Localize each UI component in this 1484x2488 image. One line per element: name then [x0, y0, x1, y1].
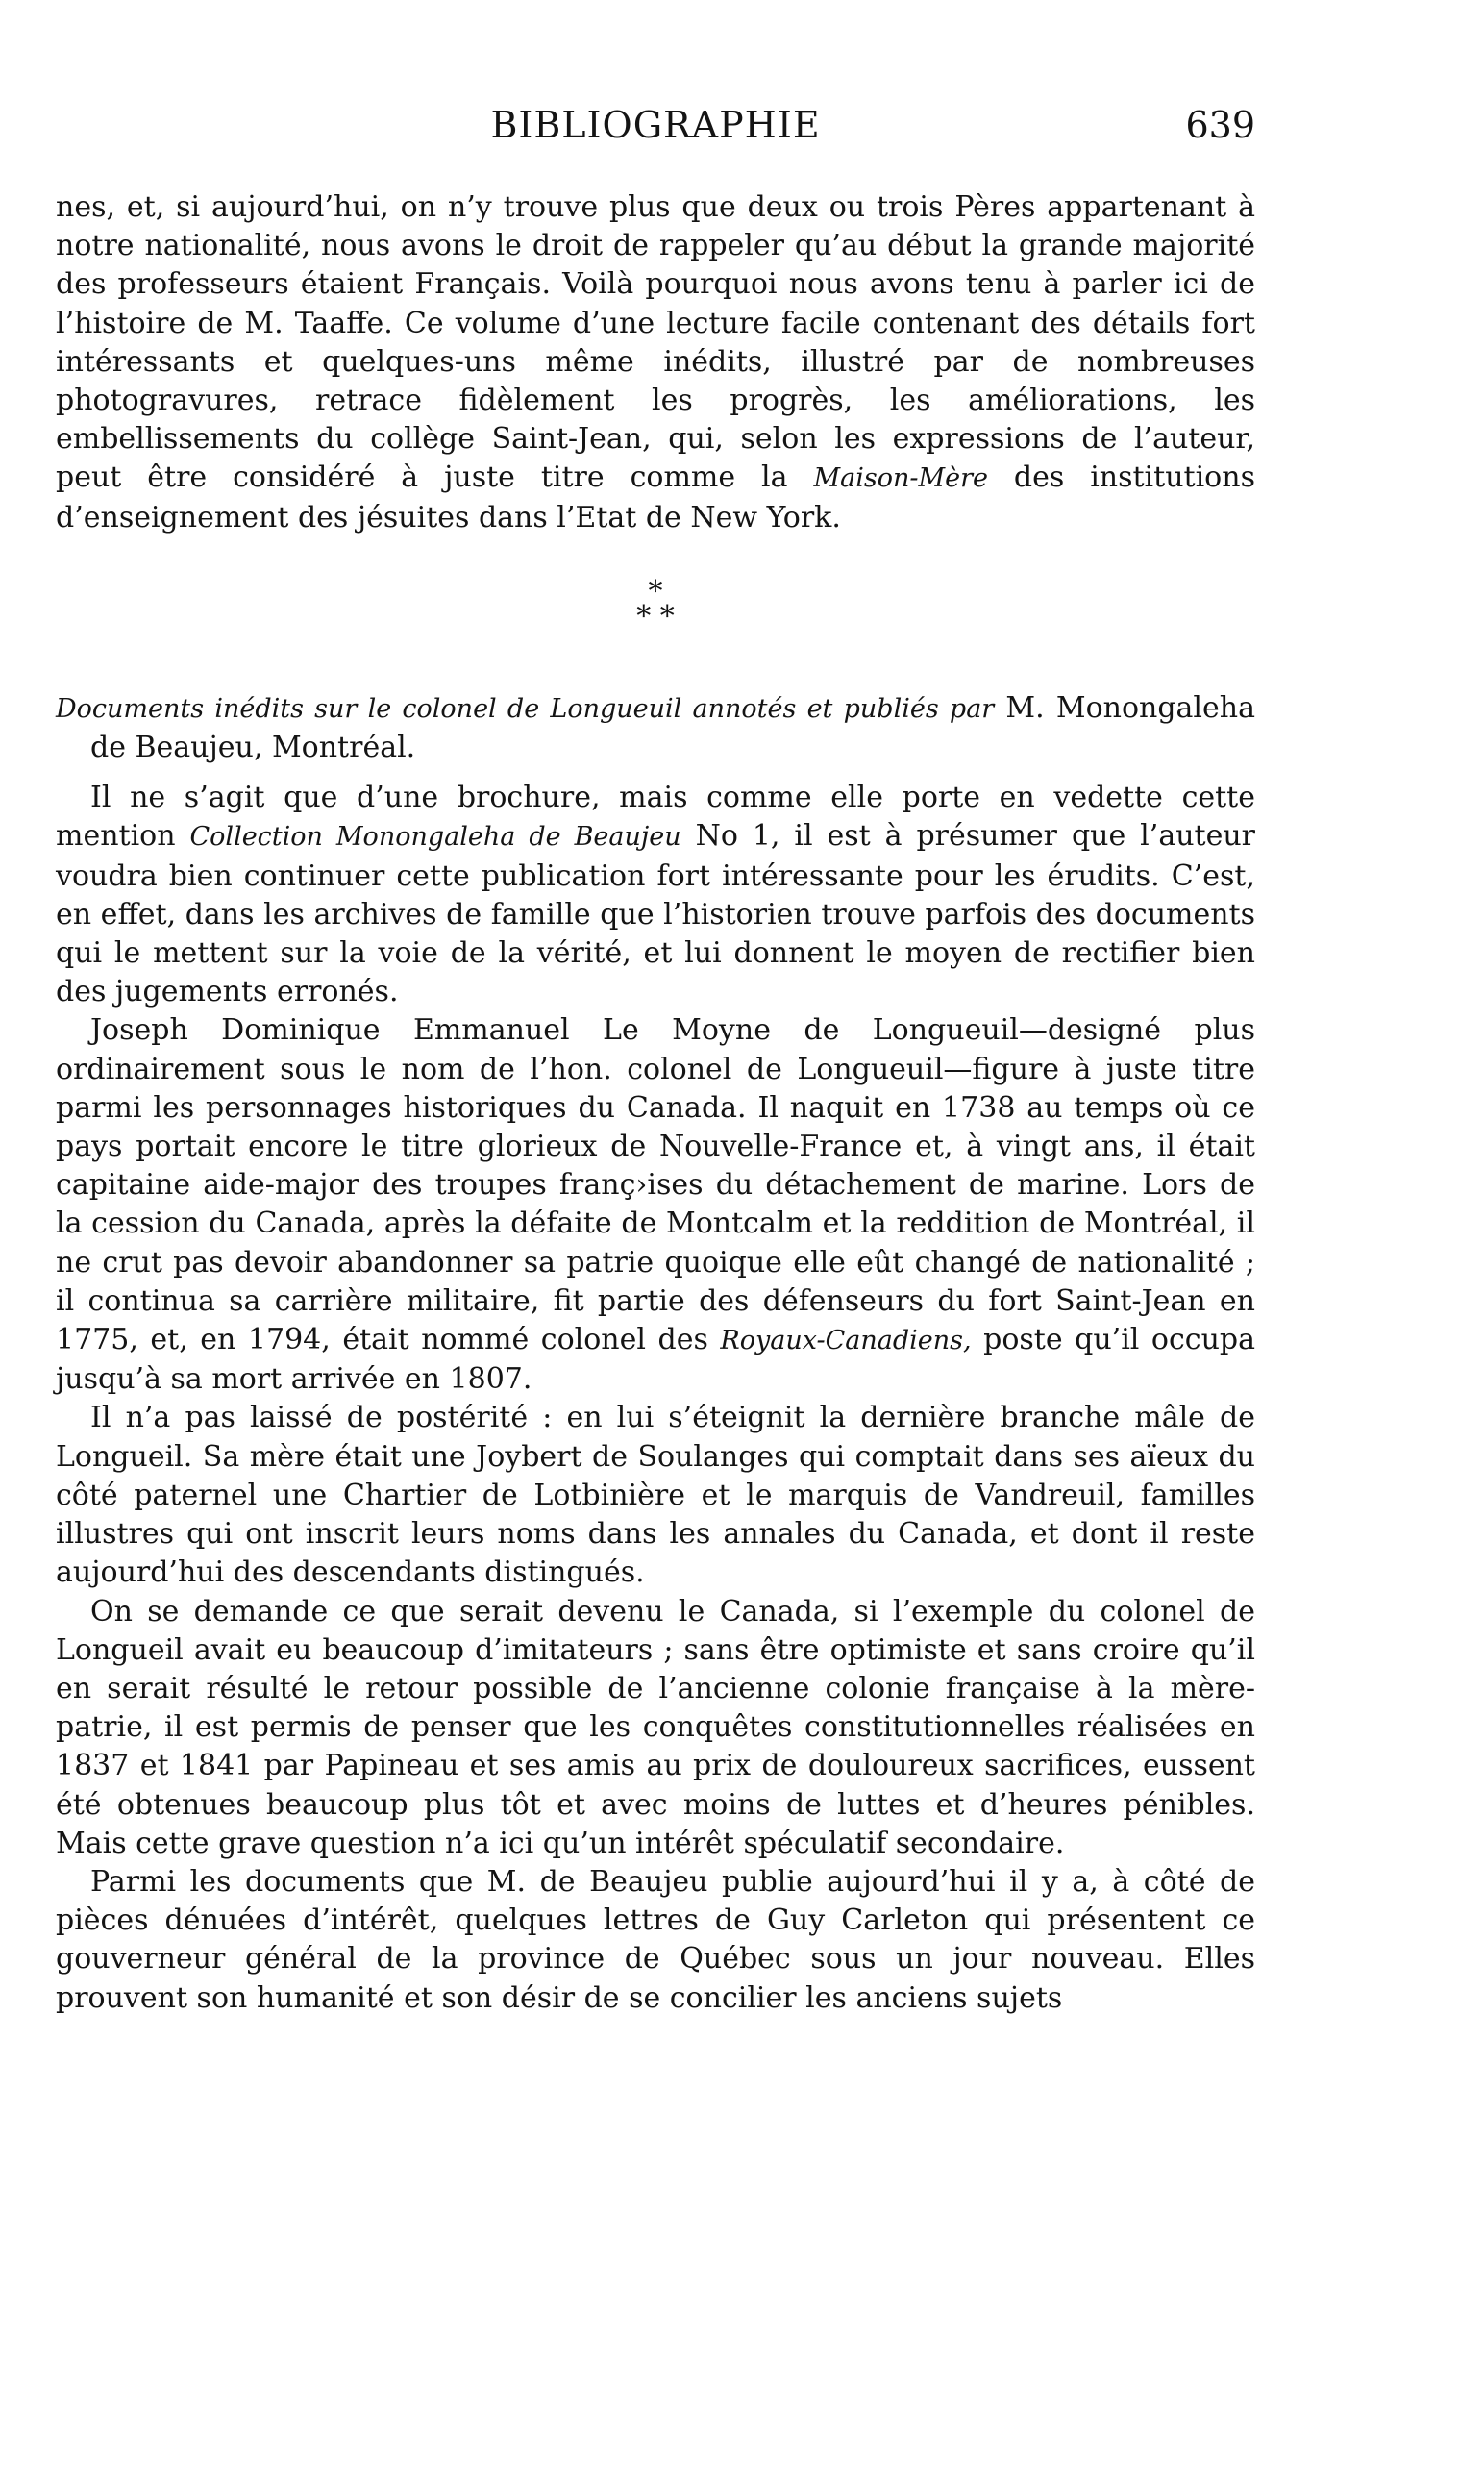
running-title: BIBLIOGRAPHIE — [490, 104, 821, 146]
entry-title-author: M. Monongaleha de Beaujeu, Montréal. — [90, 690, 1255, 765]
page-header — [56, 104, 1255, 158]
italic-title: Maison-Mère — [813, 463, 988, 494]
paragraph-continued — [56, 188, 1255, 537]
paragraph-text: Joseph Dominique Emmanuel Le Moyne de Longueuil—designé plus ordinairement sous le nom de l’hon. colonel de Longueuil—figure à juste titre parmi les personnages historiques du Canada. Il naquit en 1738 au temps où ce pays portait encore le titre glorieux de Nouvelle-France et, à vingt ans, il était capitaine aide-major des troupes franç›ises du détachement de marine. Lors de la cession du Canada, après la défaite de Montcalm et la reddition de Montréal, il ne crut pas devoir abandonner sa patrie quoique elle eût changé de nationalité ; il continua sa carrière militaire, fit partie des défenseurs du fort Saint-Jean en 1775, et, en 1794, était nommé colonel des — [56, 1013, 1255, 1357]
paragraph-text: No 1, il est à présumer que l’auteur voudra bien continuer cette publication fort intéressante pour les érudits. C’est, en effet, dans les archives de famille que l’historien trouve parfois des documents qui le mettent sur la voie de la vérité, et lui donnent le moyen de rectifier bien des jugements erronés. — [56, 819, 1255, 1009]
entry-title-italic: Documents inédits sur le colonel de Longueuil annotés et publiés par — [56, 693, 995, 724]
asterism-bottom: * * — [636, 599, 675, 634]
page-number: 639 — [1185, 104, 1255, 146]
paragraph — [56, 1011, 1255, 1399]
paragraph-text: Il ne s’agit que d’une brochure, mais comme elle porte en vedette cette mention — [56, 781, 1255, 854]
paragraph-text: poste qu’il occupa jusqu’à sa mort arrivée en 1807. — [56, 1323, 1255, 1397]
italic-collection: Collection Monongaleha de Beaujeu — [189, 822, 681, 853]
paragraph-text: des institutions d’enseignement des jésuites dans l’Etat de New York. — [56, 460, 1255, 535]
italic-regiment: Royaux-Canadiens, — [720, 1326, 972, 1356]
asterism — [56, 574, 1255, 634]
body-text — [56, 188, 1255, 2018]
asterism-top: * — [648, 574, 663, 609]
paragraph — [56, 779, 1255, 1011]
paragraph: On se demande ce que serait devenu le Canada, si l’exemple du colonel de Longueil avait eu beaucoup d’imitateurs ; sans être optimiste et sans croire qu’il en serait résulté le retour possible de l’ancienne colonie française à la mère-patrie, il est permis de penser que les conquêtes constitutionnelles réalisées en 1837 et 1841 par Papineau et ses amis au prix de douloureux sacrifices, eussent été obtenues beaucoup plus tôt et avec moins de luttes et d’heures pénibles. Mais cette grave question n’a ici qu’un intérêt spéculatif secondaire. — [56, 1594, 1255, 1860]
bibliography-entry-title — [56, 689, 1255, 767]
paragraph: Il n’a pas laissé de postérité : en lui s’éteignit la dernière branche mâle de Longueil. Sa mère était une Joybert de Soulanges qui comptait dans ses aïeux du côté paternel une Chartier de Lotbinière et le marquis de Vandreuil, familles illustres qui ont inscrit leurs noms dans les annales du Canada, et dont il reste aujourd’hui des descendants distingués. — [56, 1401, 1255, 1590]
paragraph-text: nes, et, si aujourd’hui, on n’y trouve plus que deux ou trois Pères appartenant à notre nationalité, nous avons le droit de rappeler qu’au début la grande majorité des professeurs étaient Français. Voilà pourquoi nous avons tenu à parler ici de l’histoire de M. Taaffe. Ce volume d’une lecture facile contenant des détails fort intéressants et quelques-uns même inédits, illustré par de nombreuses photogravures, retrace fidèlement les progrès, les améliorations, les embellissements du collège Saint-Jean, qui, selon les expressions de l’auteur, peut être considéré à juste titre comme la — [56, 190, 1255, 495]
paragraph: Parmi les documents que M. de Beaujeu publie aujourd’hui il y a, à côté de pièces dénuées d’intérêt, quelques lettres de Guy Carleton qui présentent ce gouverneur général de la province de Québec sous un jour nouveau. Elles prouvent son humanité et son désir de se concilier les anciens sujets — [56, 1864, 1255, 2015]
